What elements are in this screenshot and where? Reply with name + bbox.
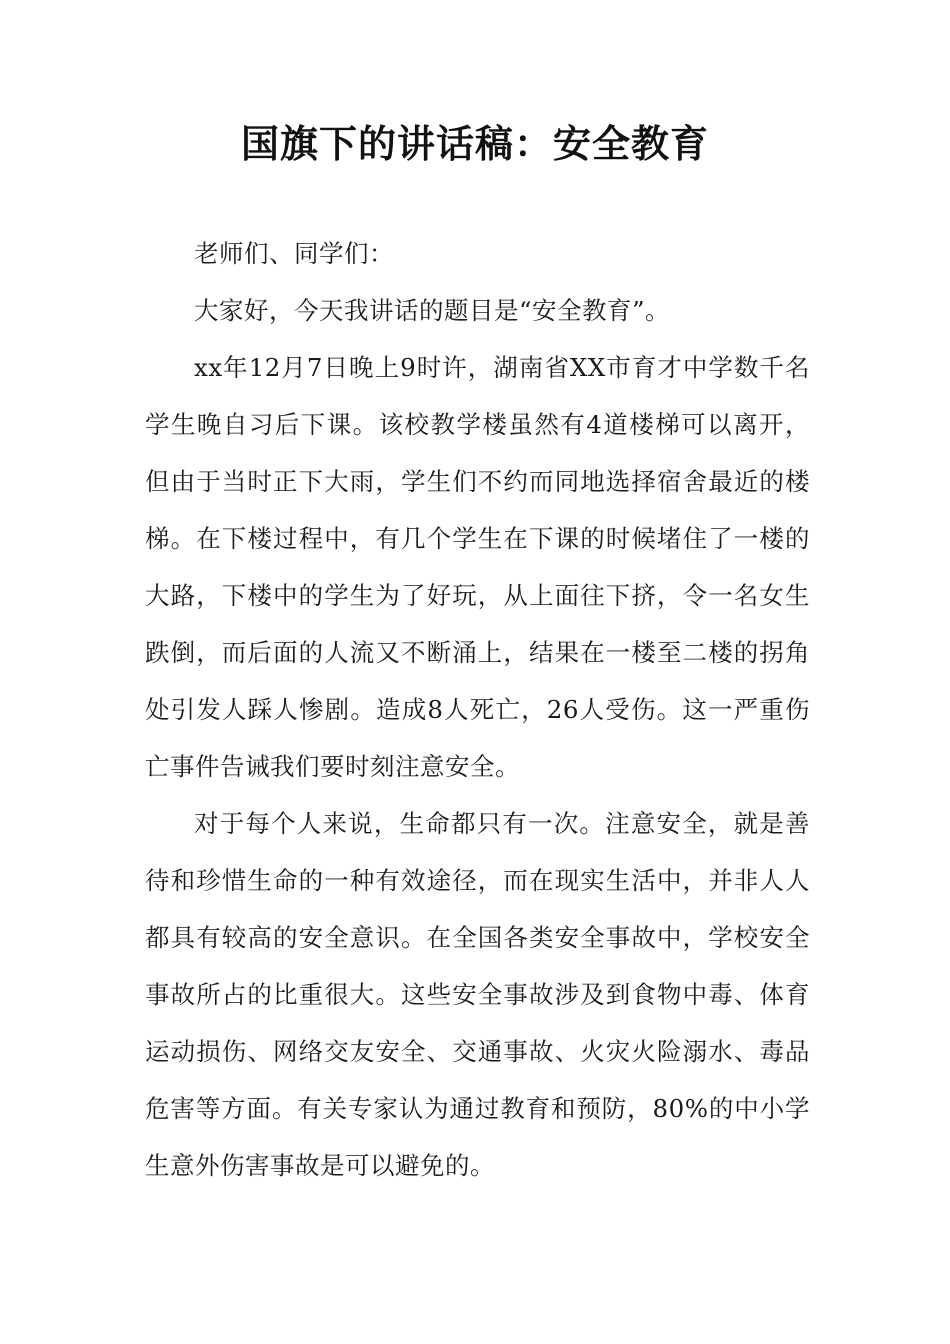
safety-paragraph: 对于每个人来说，生命都只有一次。注意安全，就是善待和珍惜生命的一种有效途径，而在现实生活中，并非人人都具有较高的安全意识。在全国各类安全事故中，学校安全事故所占的比重很大。这些安全事故涉及到食物中毒、体育运动损伤、网络交友安全、交通事故、火灾火险溺水、毒品危害等方面。有关专家认为通过教育和预防，80%的中小学生意外伤害事故是可以避免的。 — [145, 809, 810, 1180]
document-body — [145, 225, 810, 1194]
salutation-paragraph: 老师们、同学们： — [194, 239, 394, 268]
document-title: 国旗下的讲话稿：安全教育 — [240, 122, 709, 166]
incident-paragraph: xx年12月7日晚上9时许，湖南省XX市育才中学数千名学生晚自习后下课。该校教学楼虽然有4道楼梯可以离开，但由于当时正下大雨，学生们不约而同地选择宿舍最近的楼梯。在下楼过程中，有几个学生在下课的时候堵住了一楼的大路，下楼中的学生为了好玩，从上面往下挤，令一名女生跌倒，而后面的人流又不断涌上，结果在一楼至二楼的拐角处引发人踩人惨剧。造成8人死亡，26人受伤。这一严重伤亡事件告诫我们要时刻注意安全。 — [145, 353, 810, 781]
greeting-paragraph: 大家好，今天我讲话的题目是“安全教育”。 — [194, 296, 671, 325]
